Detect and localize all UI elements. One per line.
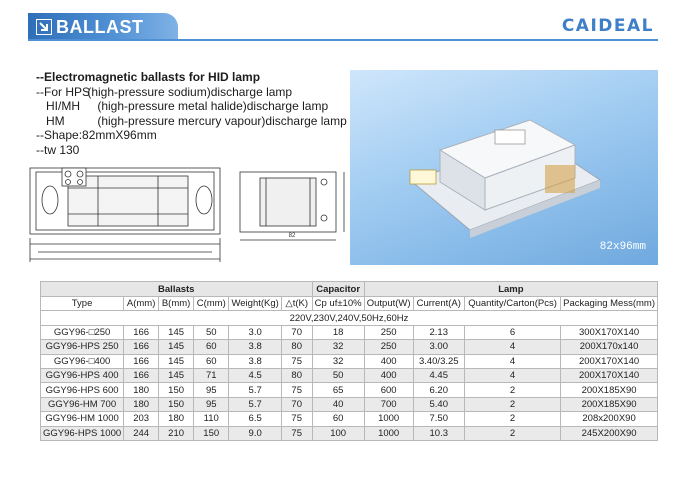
table-cell: 4	[464, 354, 560, 368]
table-cell: 80	[281, 368, 312, 382]
table-cell: 200X185X90	[561, 397, 658, 411]
group-capacitor: Capacitor	[312, 282, 364, 297]
table-cell: 95	[194, 383, 229, 397]
voltage-spec: 220V,230V,240V,50Hz,60Hz	[41, 311, 658, 325]
table-cell: 50	[312, 368, 364, 382]
table-cell: 9.0	[229, 426, 282, 440]
table-cell: 50	[194, 325, 229, 339]
table-voltage-row	[41, 311, 658, 325]
table-cell: 71	[194, 368, 229, 382]
table-row	[41, 397, 658, 411]
technical-drawing	[28, 158, 346, 268]
table-cell: 1000	[364, 412, 413, 426]
table-column-header	[41, 297, 658, 311]
table-cell: 145	[159, 354, 194, 368]
table-cell: 3.8	[229, 340, 282, 354]
table-cell: 180	[159, 412, 194, 426]
ballast-photo-illustration	[350, 70, 658, 265]
table-row	[41, 340, 658, 354]
table-cell: GGY96-HM 1000	[41, 412, 124, 426]
table-cell: 166	[124, 340, 159, 354]
col-a: A(mm)	[124, 297, 159, 311]
col-output: Output(W)	[364, 297, 413, 311]
table-cell: 3.00	[413, 340, 464, 354]
table-cell: 200X170X140	[561, 354, 658, 368]
description-line: HI/MH (high-pressure metal halide)discharge lamp	[46, 99, 329, 114]
table-cell: 145	[159, 340, 194, 354]
table-cell: 110	[194, 412, 229, 426]
table-cell: 400	[364, 368, 413, 382]
table-cell: 6	[464, 325, 560, 339]
table-cell: 4.5	[229, 368, 282, 382]
table-cell: GGY96-□250	[41, 325, 124, 339]
description-line: --Shape:82mmX96mm	[36, 128, 157, 143]
table-cell: 4.45	[413, 368, 464, 382]
col-delta-t: △t(K)	[281, 297, 312, 311]
table-cell: 250	[364, 340, 413, 354]
table-cell: 65	[312, 383, 364, 397]
table-cell: 150	[159, 397, 194, 411]
table-cell: 150	[159, 383, 194, 397]
table-cell: 7.50	[413, 412, 464, 426]
table-cell: 60	[194, 340, 229, 354]
table-cell: 10.3	[413, 426, 464, 440]
arrow-down-right-icon	[36, 19, 52, 35]
table-cell: 2	[464, 397, 560, 411]
group-lamp: Lamp	[364, 282, 657, 297]
table-cell: 250	[364, 325, 413, 339]
table-cell: 18	[312, 325, 364, 339]
table-cell: 180	[124, 383, 159, 397]
table-group-header	[41, 282, 658, 297]
col-current: Current(A)	[413, 297, 464, 311]
table-cell: 60	[312, 412, 364, 426]
table-cell: 166	[124, 354, 159, 368]
table-row	[41, 412, 658, 426]
table-cell: 2	[464, 383, 560, 397]
table-cell: 150	[194, 426, 229, 440]
table-cell: 244	[124, 426, 159, 440]
table-cell: GGY96-HPS 400	[41, 368, 124, 382]
description-line: --tw 130	[36, 142, 80, 157]
table-cell: 32	[312, 340, 364, 354]
brand-logo: CAIDEAL	[561, 16, 654, 36]
table-cell: 75	[281, 383, 312, 397]
col-capacitance: Cp uf±10%	[312, 297, 364, 311]
table-cell: 3.8	[229, 354, 282, 368]
table-cell: 200X170X140	[561, 368, 658, 382]
table-cell: 203	[124, 412, 159, 426]
table-cell: 245X200X90	[561, 426, 658, 440]
table-cell: 300X170X140	[561, 325, 658, 339]
table-row	[41, 368, 658, 382]
dimension-label: 82	[288, 233, 296, 239]
table-cell: 166	[124, 325, 159, 339]
table-cell: 200X185X90	[561, 383, 658, 397]
table-cell: 40	[312, 397, 364, 411]
table-cell: 3.40/3.25	[413, 354, 464, 368]
table-row	[41, 426, 658, 440]
table-cell: 70	[281, 325, 312, 339]
table-cell: 145	[159, 325, 194, 339]
table-cell: 145	[159, 368, 194, 382]
table-cell: 4	[464, 368, 560, 382]
table-cell: 600	[364, 383, 413, 397]
table-cell: 210	[159, 426, 194, 440]
col-b: B(mm)	[159, 297, 194, 311]
table-cell: 200X170x140	[561, 340, 658, 354]
table-cell: 60	[194, 354, 229, 368]
group-ballasts: Ballasts	[41, 282, 313, 297]
table-cell: GGY96-HPS 1000	[41, 426, 124, 440]
col-quantity: Quantity/Carton(Pcs)	[464, 297, 560, 311]
table-row	[41, 354, 658, 368]
table-cell: 2	[464, 412, 560, 426]
table-cell: 400	[364, 354, 413, 368]
col-weight: Weight(Kg)	[229, 297, 282, 311]
spec-table	[40, 281, 658, 441]
table-cell: 6.20	[413, 383, 464, 397]
table-cell: 5.40	[413, 397, 464, 411]
table-cell: 100	[312, 426, 364, 440]
description-line: --Electromagnetic ballasts for HID lamp	[36, 70, 261, 84]
description-line: HM (high-pressure mercury vapour)discharge lamp	[46, 113, 347, 128]
col-type: Type	[41, 297, 124, 311]
table-cell: 4	[464, 340, 560, 354]
table-cell: 700	[364, 397, 413, 411]
description-line: --For HPS (high-pressure sodium)discharge lamp	[36, 84, 293, 99]
table-cell: GGY96-HPS 250	[41, 340, 124, 354]
table-cell: 75	[281, 354, 312, 368]
section-title: BALLAST	[56, 17, 144, 37]
table-body	[41, 325, 658, 440]
table-cell: 75	[281, 412, 312, 426]
header-underline	[28, 39, 658, 41]
product-description	[36, 70, 347, 158]
product-photo	[350, 70, 658, 265]
table-cell: 166	[124, 368, 159, 382]
table-cell: 95	[194, 397, 229, 411]
col-c: C(mm)	[194, 297, 229, 311]
table-row	[41, 325, 658, 339]
table-cell: 5.7	[229, 397, 282, 411]
table-cell: 3.0	[229, 325, 282, 339]
table-cell: 32	[312, 354, 364, 368]
col-packaging: Packaging Mess(mm)	[561, 297, 658, 311]
table-cell: 2.13	[413, 325, 464, 339]
photo-dimension-label: 82x96mm	[599, 241, 646, 253]
table-cell: GGY96-HPS 600	[41, 383, 124, 397]
table-cell: 208x200X90	[561, 412, 658, 426]
table-cell: 180	[124, 397, 159, 411]
table-cell: 70	[281, 397, 312, 411]
table-cell: GGY96-HM 700	[41, 397, 124, 411]
table-cell: 5.7	[229, 383, 282, 397]
table-cell: 1000	[364, 426, 413, 440]
table-row	[41, 383, 658, 397]
table-cell: 2	[464, 426, 560, 440]
table-cell: 6.5	[229, 412, 282, 426]
table-cell: GGY96-□400	[41, 354, 124, 368]
table-cell: 75	[281, 426, 312, 440]
table-cell: 80	[281, 340, 312, 354]
